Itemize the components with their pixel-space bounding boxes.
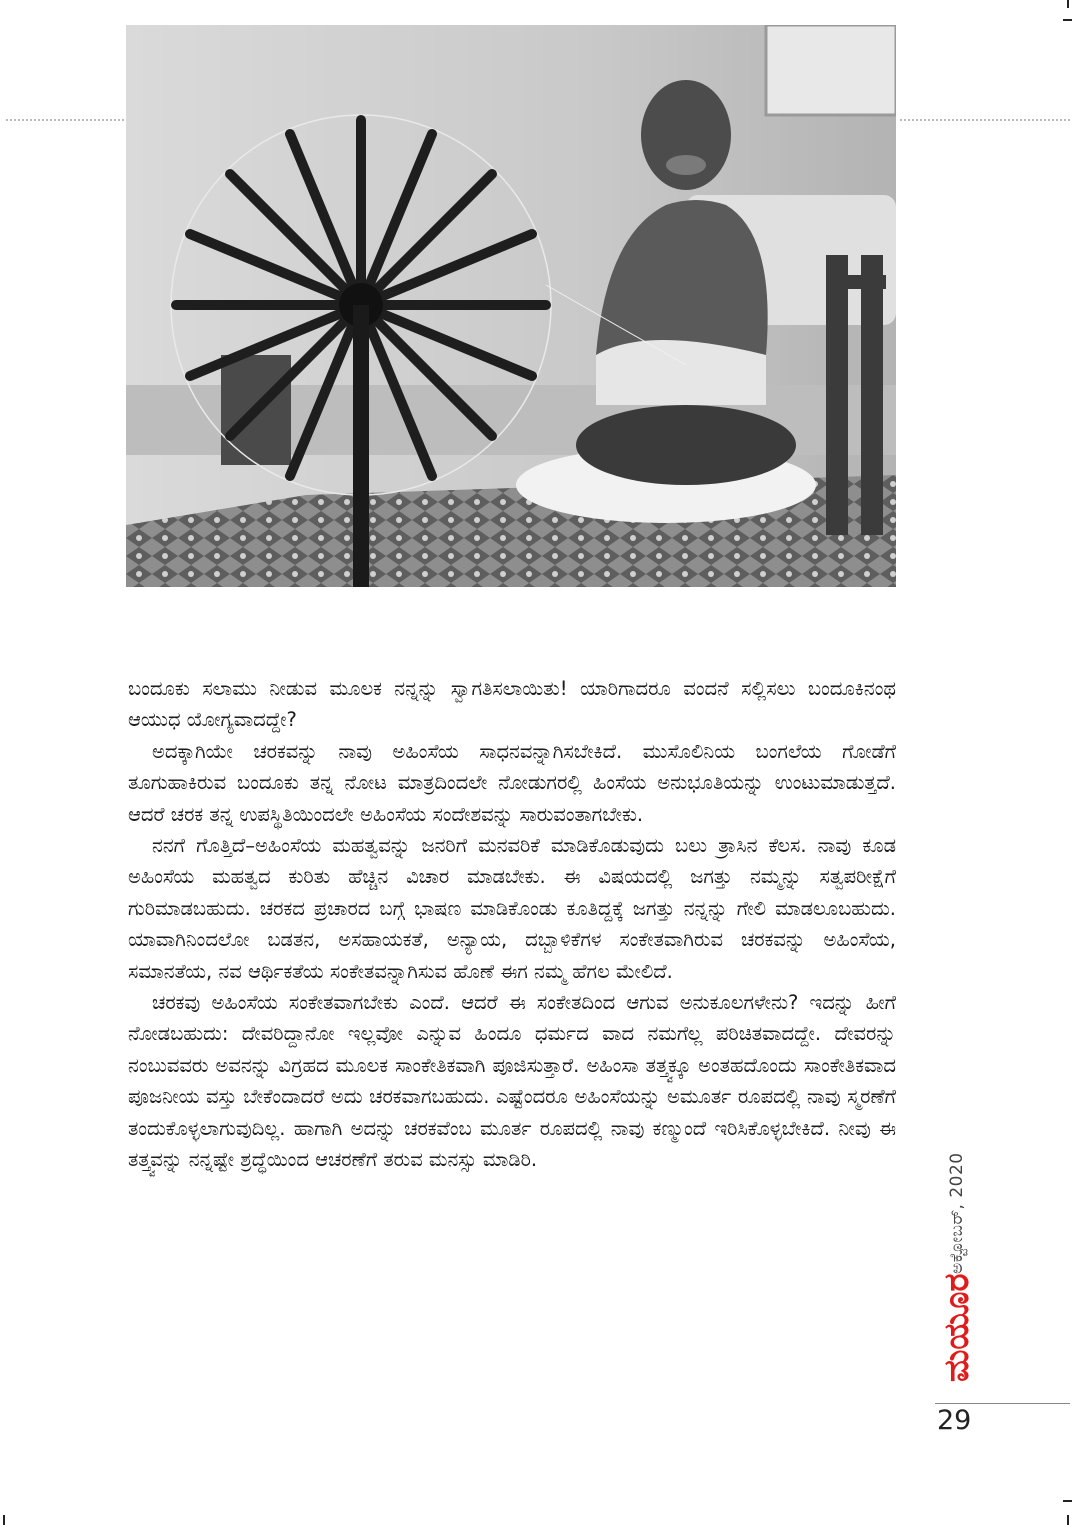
article-photo	[126, 25, 896, 587]
issue-sidebar	[932, 1082, 982, 1402]
crop-mark	[1067, 0, 1069, 8]
spinning-wheel-photo	[126, 25, 896, 587]
paragraph: ನನಗೆ ಗೊತ್ತಿದೆ–ಅಹಿಂಸೆಯ ಮಹತ್ವವನ್ನು ಜನರಿಗೆ ಮನವರಿಕೆ ಮಾಡಿಕೊಡುವುದು ಬಲು ತ್ರಾಸಿನ ಕೆಲಸ. ನಾವು ಕೂಡ ಅಹಿಂಸೆಯ ಮಹತ್ವದ ಕುರಿತು ಹೆಚ್ಚಿನ ವಿಚಾರ ಮಾಡಬೇಕು. ಈ ವಿಷಯದಲ್ಲಿ ಜಗತ್ತು ನಮ್ಮನ್ನು ಸತ್ವಪರೀಕ್ಷೆಗೆ ಗುರಿಮಾಡಬಹುದು. ಚರಕದ ಪ್ರಚಾರದ ಬಗ್ಗೆ ಭಾಷಣ ಮಾಡಿಕೊಂಡು ಕೂತಿದ್ದಕ್ಕೆ ಜಗತ್ತು ನನ್ನನ್ನು ಗೇಲಿ ಮಾಡಲೂಬಹುದು. ಯಾವಾಗಿನಿಂದಲೋ ಬಡತನ, ಅಸಹಾಯಕತೆ, ಅನ್ಯಾಯ, ದಬ್ಬಾಳಿಕೆಗಳ ಸಂಕೇತವಾಗಿರುವ ಚರಕವನ್ನು ಅಹಿಂಸೆಯ, ಸಮಾನತೆಯ, ನವ ಆರ್ಥಿಕತೆಯ ಸಂಕೇತವನ್ನಾಗಿಸುವ ಹೊಣೆ ಈಗ ನಮ್ಮ ಹೆಗಲ ಮೇಲಿದೆ.	[128, 834, 896, 983]
folio-rule	[935, 1403, 1070, 1404]
crop-mark	[1063, 19, 1072, 21]
magazine-logo: ಮಯೂರ	[937, 1273, 977, 1382]
dotted-guide-left	[6, 119, 124, 121]
paragraph: ಅದಕ್ಕಾಗಿಯೇ ಚರಕವನ್ನು ನಾವು ಅಹಿಂಸೆಯ ಸಾಧನವನ್ನಾಗಿಸಬೇಕಿದೆ. ಮುಸೊಲಿನಿಯ ಬಂಗಲೆಯ ಗೋಡೆಗೆ ತೂಗುಹಾಕಿರುವ ಬಂದೂಕು ತನ್ನ ನೋಟ ಮಾತ್ರದಿಂದಲೇ ನೋಡುಗರಲ್ಲಿ ಹಿಂಸೆಯ ಅನುಭೂತಿಯನ್ನು ಉಂಟುಮಾಡುತ್ತದೆ. ಆದರೆ ಚರಕ ತನ್ನ ಉಪಸ್ಥಿತಿಯಿಂದಲೇ ಅಹಿಂಸೆಯ ಸಂದೇಶವನ್ನು ಸಾರುವಂತಾಗಬೇಕು.	[128, 739, 896, 826]
article-body	[128, 673, 896, 1176]
paragraph: ಬಂದೂಕು ಸಲಾಮು ನೀಡುವ ಮೂಲಕ ನನ್ನನ್ನು ಸ್ವಾಗತಿಸಲಾಯಿತು! ಯಾರಿಗಾದರೂ ವಂದನೆ ಸಲ್ಲಿಸಲು ಬಂದೂಕಿನಂಥ ಆಯುಧ ಯೋಗ್ಯವಾದದ್ದೇ?	[128, 677, 896, 732]
page-number: 29	[937, 1405, 972, 1436]
crop-mark	[1063, 1500, 1072, 1502]
paragraph: ಚರಕವು ಅಹಿಂಸೆಯ ಸಂಕೇತವಾಗಬೇಕು ಎಂದೆ. ಆದರೆ ಈ ಸಂಕೇತದಿಂದ ಆಗುವ ಅನುಕೂಲಗಳೇನು? ಇದನ್ನು ಹೀಗೆ ನೋಡಬಹುದು: ದೇವರಿದ್ದಾನೋ ಇಲ್ಲವೋ ಎನ್ನುವ ಹಿಂದೂ ಧರ್ಮದ ವಾದ ನಮಗೆಲ್ಲ ಪರಿಚಿತವಾದದ್ದೇ. ದೇವರನ್ನು ನಂಬುವವರು ಅವನನ್ನು ವಿಗ್ರಹದ ಮೂಲಕ ಸಾಂಕೇತಿಕವಾಗಿ ಪೂಜಿಸುತ್ತಾರೆ. ಅಹಿಂಸಾ ತತ್ತ್ವಕ್ಕೂ ಅಂತಹದೊಂದು ಸಾಂಕೇತಿಕವಾದ ಪೂಜನೀಯ ವಸ್ತು ಬೇಕೆಂದಾದರೆ ಅದು ಚರಕವಾಗಬಹುದು. ಎಷ್ಟೆಂದರೂ ಅಹಿಂಸೆಯನ್ನು ಅಮೂರ್ತ ರೂಪದಲ್ಲಿ ನಾವು ಸ್ಮರಣೆಗೆ ತಂದುಕೊಳ್ಳಲಾಗುವುದಿಲ್ಲ. ಹಾಗಾಗಿ ಅದನ್ನು ಚರಕವೆಂಬ ಮೂರ್ತ ರೂಪದಲ್ಲಿ ನಾವು ಕಣ್ಮುಂದೆ ಇರಿಸಿಕೊಳ್ಳಬೇಕಿದೆ. ನೀವು ಈ ತತ್ತ್ವವನ್ನು ನನ್ನಷ್ಟೇ ಶ್ರದ್ಧೆಯಿಂದ ಆಚರಣೆಗೆ ತರುವ ಮನಸ್ಸು ಮಾಡಿರಿ.	[128, 991, 896, 1172]
crop-mark	[3, 1515, 5, 1525]
dotted-guide-right	[900, 119, 1070, 121]
crop-mark	[1067, 1515, 1069, 1525]
issue-date: ಅಕ್ಟೋಬರ್, 2020	[947, 1151, 967, 1274]
